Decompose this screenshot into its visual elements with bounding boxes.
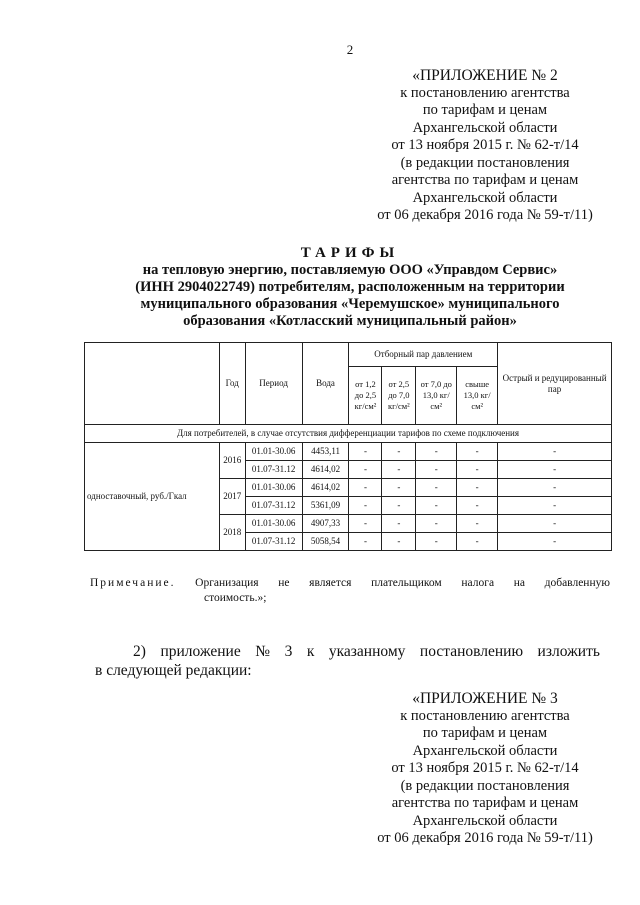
year-cell: 2018 xyxy=(219,515,245,551)
appendix-2-header xyxy=(330,67,640,225)
page-number: 2 xyxy=(346,42,354,57)
header-pressure-2: от 2,5 до 7,0 кг/см² xyxy=(382,367,416,425)
dash-cell: - xyxy=(457,515,498,533)
dash-cell: - xyxy=(416,479,457,497)
appendix-line: Архангельской области xyxy=(412,119,558,136)
note-continuation: стоимость.»; xyxy=(204,592,267,604)
para-word: указанному xyxy=(328,643,406,660)
water-cell: 4614,02 xyxy=(302,479,349,497)
water-cell: 4907,33 xyxy=(302,515,349,533)
dash-cell: - xyxy=(416,443,457,461)
dash-cell: - xyxy=(498,461,612,479)
paragraph xyxy=(95,642,600,680)
header-year: Год xyxy=(219,343,245,425)
dash-cell: - xyxy=(349,461,382,479)
title-line: муниципального образования «Черемушское» муниципального xyxy=(140,296,560,312)
note xyxy=(90,576,610,606)
header-pressure-4: свыше 13,0 кг/см² xyxy=(457,367,498,425)
dash-cell: - xyxy=(382,497,416,515)
appendix-line: по тарифам и ценам xyxy=(422,725,548,741)
dash-cell: - xyxy=(349,515,382,533)
period-cell: 01.07-31.12 xyxy=(245,497,302,515)
note-word: не xyxy=(278,577,290,589)
appendix-line: (в редакции постановления xyxy=(400,154,570,171)
appendix-line: от 13 ноября 2015 г. № 62-т/14 xyxy=(391,760,579,776)
appendix-line: по тарифам и ценам xyxy=(422,102,548,118)
dash-cell: - xyxy=(382,461,416,479)
header-steam-group: Отборный пар давлением xyxy=(349,343,498,367)
water-cell: 4453,11 xyxy=(302,443,349,461)
appendix-line: «ПРИЛОЖЕНИЕ № 3 xyxy=(412,690,558,707)
para-word: 3 xyxy=(284,643,293,660)
dash-cell: - xyxy=(457,497,498,515)
header-sharp-steam: Острый и редуцированный пар xyxy=(498,343,612,425)
para-word: постановлению xyxy=(419,643,524,660)
period-cell: 01.07-31.12 xyxy=(245,461,302,479)
header-period: Период xyxy=(245,343,302,425)
dash-cell: - xyxy=(498,533,612,551)
dash-cell: - xyxy=(349,533,382,551)
header-pressure-1: от 1,2 до 2,5 кг/см² xyxy=(349,367,382,425)
water-cell: 4614,02 xyxy=(302,461,349,479)
appendix-line: агентства по тарифам и ценам xyxy=(391,172,579,188)
para-word: к xyxy=(306,643,315,660)
note-word: Организация xyxy=(195,577,259,589)
appendix-line: от 13 ноября 2015 г. № 62-т/14 xyxy=(391,137,579,153)
dash-cell: - xyxy=(457,533,498,551)
dash-cell: - xyxy=(416,533,457,551)
dash-cell: - xyxy=(498,443,612,461)
dash-cell: - xyxy=(382,515,416,533)
tariff-table xyxy=(84,342,612,551)
appendix-line: к постановлению агентства xyxy=(400,84,570,101)
year-cell: 2016 xyxy=(219,443,245,479)
note-word: плательщиком xyxy=(371,577,442,589)
header-pressure-3: от 7,0 до 13,0 кг/см² xyxy=(416,367,457,425)
period-cell: 01.01-30.06 xyxy=(245,479,302,497)
appendix-line: Архангельской области xyxy=(412,742,558,759)
dash-cell: - xyxy=(498,479,612,497)
year-cell: 2017 xyxy=(219,479,245,515)
period-cell: 01.07-31.12 xyxy=(245,533,302,551)
title-line: (ИНН 2904022749) потребителям, расположенным на территории xyxy=(135,279,565,295)
dash-cell: - xyxy=(349,443,382,461)
dash-cell: - xyxy=(416,497,457,515)
para-word: изложить xyxy=(537,643,600,660)
appendix-line: агентства по тарифам и ценам xyxy=(391,795,579,811)
appendix-line: к постановлению агентства xyxy=(400,707,570,724)
title-main: ТАРИФЫ xyxy=(300,245,400,261)
header-water: Вода xyxy=(302,343,349,425)
dash-cell: - xyxy=(416,515,457,533)
para-continuation: в следующей редакции: xyxy=(95,662,252,679)
note-label: Примечание. xyxy=(90,577,176,589)
appendix-line: от 06 декабря 2016 года № 59-т/11) xyxy=(377,830,593,846)
period-cell: 01.01-30.06 xyxy=(245,443,302,461)
note-word: является xyxy=(309,577,352,589)
dash-cell: - xyxy=(349,497,382,515)
document-title xyxy=(100,245,600,330)
dash-cell: - xyxy=(457,443,498,461)
appendix-line: Архангельской области xyxy=(412,189,558,206)
title-line: образования «Котласский муниципальный район» xyxy=(183,313,517,329)
dash-cell: - xyxy=(416,461,457,479)
para-word: 2) xyxy=(133,643,146,660)
header-label-cell xyxy=(85,343,220,425)
dash-cell: - xyxy=(382,533,416,551)
dash-cell: - xyxy=(382,479,416,497)
period-cell: 01.01-30.06 xyxy=(245,515,302,533)
dash-cell: - xyxy=(498,515,612,533)
title-line: на тепловую энергию, поставляемую ООО «Управдом Сервис» xyxy=(142,262,558,278)
section-row: Для потребителей, в случае отсутствия дифференциации тарифов по схеме подключения xyxy=(85,425,612,443)
para-word: № xyxy=(255,643,271,660)
para-word: приложение xyxy=(160,643,241,660)
dash-cell: - xyxy=(498,497,612,515)
note-word: налога xyxy=(461,577,495,589)
row-label: одноставочный, руб./Гкал xyxy=(85,443,220,551)
dash-cell: - xyxy=(349,479,382,497)
appendix-line: от 06 декабря 2016 года № 59-т/11) xyxy=(377,207,593,223)
note-word: добавленную xyxy=(544,577,610,589)
appendix-line: (в редакции постановления xyxy=(400,777,570,794)
appendix-3-header xyxy=(330,690,640,848)
water-cell: 5058,54 xyxy=(302,533,349,551)
dash-cell: - xyxy=(382,443,416,461)
water-cell: 5361,09 xyxy=(302,497,349,515)
appendix-line: Архангельской области xyxy=(412,812,558,829)
note-word: на xyxy=(513,577,525,589)
appendix-line: «ПРИЛОЖЕНИЕ № 2 xyxy=(412,67,558,84)
dash-cell: - xyxy=(457,461,498,479)
dash-cell: - xyxy=(457,479,498,497)
